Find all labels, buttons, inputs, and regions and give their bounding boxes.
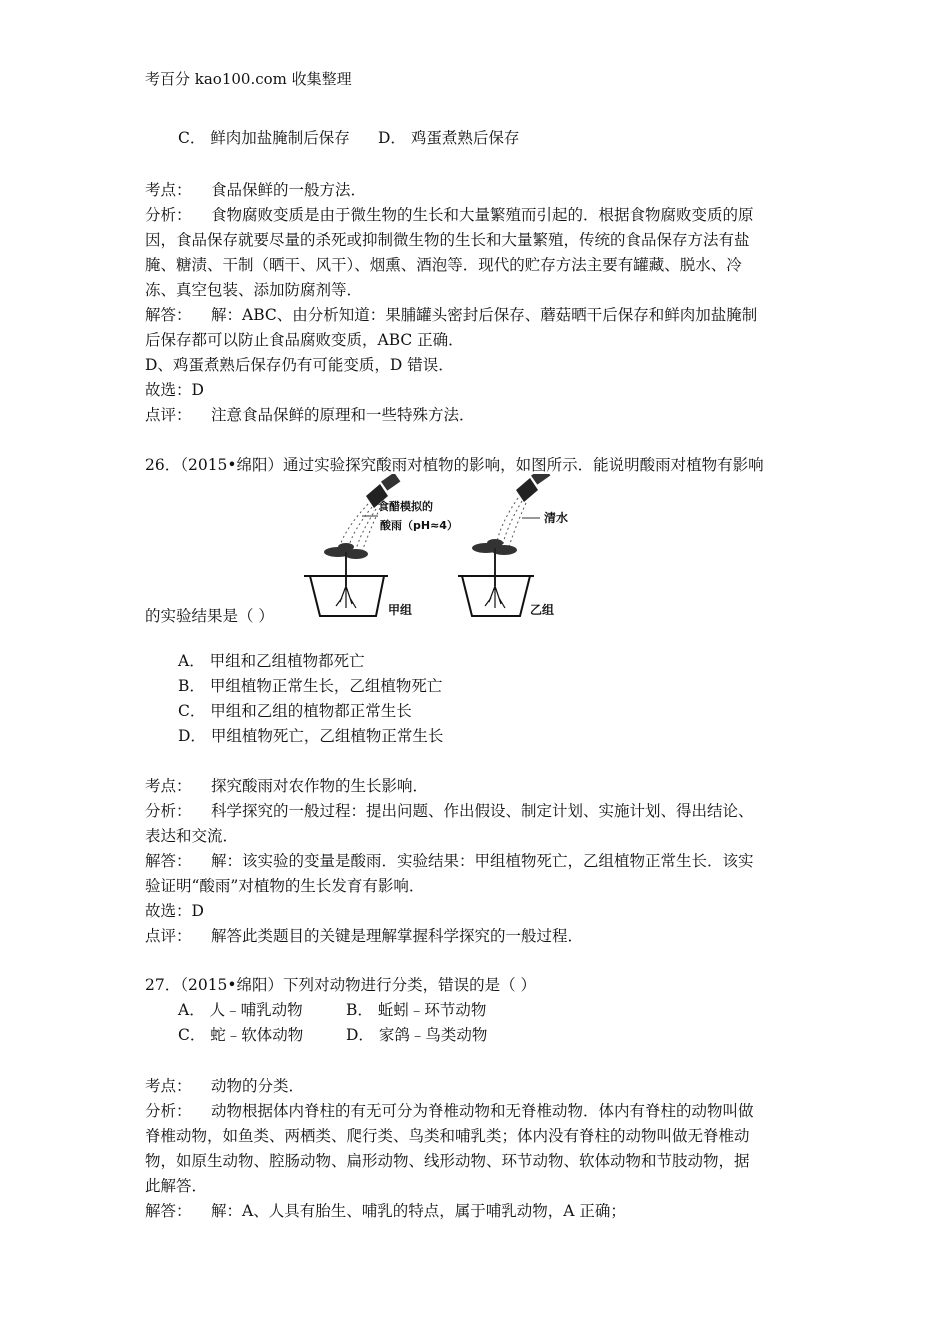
- q26-stem-line2: 的实验结果是（ ）: [145, 607, 274, 625]
- q26-option-b: B． 甲组植物正常生长，乙组植物死亡: [178, 677, 443, 695]
- kaodian-label: 考点：: [145, 777, 192, 795]
- q25-jieda-line3: D、鸡蛋煮熟后保存仍有可能变质，D 错误．: [145, 356, 454, 374]
- q26-experiment-figure: [300, 474, 580, 624]
- q27-options-cd: [178, 1025, 487, 1045]
- q25-fenxi-line3: 腌、糖渍、干制（晒干、风干）、烟熏、酒泡等．现代的贮存方法主要有罐藏、脱水、冷: [145, 256, 742, 274]
- label-acid-rain-1: 食醋模拟的: [378, 500, 433, 513]
- q25-fenxi-line2: 因，食品保存就要尽量的杀死或抑制微生物的生长和大量繁殖，传统的食品保存方法有盐: [145, 231, 750, 249]
- q25-guxuan: 故选：D: [145, 381, 204, 399]
- jieda-label: 解答：: [145, 852, 192, 870]
- plant-icon-jia: [324, 543, 368, 586]
- jieda-label: 解答：: [145, 1202, 192, 1220]
- label-jia-group: 甲组: [388, 603, 413, 617]
- q25-option-d: D． 鸡蛋煮熟后保存: [378, 129, 520, 147]
- q27-fenxi-line4: 此解答．: [145, 1177, 208, 1195]
- q26-guxuan: 故选：D: [145, 902, 204, 920]
- q26-fenxi-line2: 表达和交流．: [145, 827, 239, 845]
- kaodian-label: 考点：: [145, 181, 192, 199]
- q27-option-d: D． 家鸽﹣鸟类动物: [346, 1026, 488, 1044]
- q26-stem: 26．（2015•绵阳）通过实验探究酸雨对植物的影响，如图所示．能说明酸雨对植物有影响: [145, 456, 764, 474]
- q25-options-cd: [178, 128, 519, 148]
- q27-fenxi-line3: 物，如原生动物、腔肠动物、扁形动物、线形动物、环节动物、软体动物和节肢动物，据: [145, 1152, 750, 1170]
- q27-option-b: B． 蚯蚓﹣环节动物: [346, 1001, 487, 1019]
- q26-jieda: 解答： 解：该实验的变量是酸雨．实验结果：甲组植物死亡，乙组植物正常生长．该实: [145, 852, 754, 870]
- q26-option-d: D． 甲组植物死亡，乙组植物正常生长: [178, 727, 444, 745]
- q26-dianping: 点评： 解答此类题目的关键是理解掌握科学探究的一般过程．: [145, 927, 584, 945]
- fenxi-label: 分析：: [145, 1102, 192, 1120]
- q27-option-c: C． 蛇﹣软体动物: [178, 1026, 304, 1044]
- q27-stem: 27．（2015•绵阳）下列对动物进行分类，错误的是（ ）: [145, 976, 536, 994]
- q26-fenxi: 分析： 科学探究的一般过程：提出问题、作出假设、制定计划、实施计划、得出结论、: [145, 802, 754, 820]
- q27-kaodian: 考点： 动物的分类．: [145, 1077, 305, 1095]
- q26-kaodian: 考点： 探究酸雨对农作物的生长影响．: [145, 777, 429, 795]
- q27-option-a: A． 人﹣哺乳动物: [178, 1001, 303, 1019]
- dianping-label: 点评：: [145, 927, 192, 945]
- fenxi-label: 分析：: [145, 802, 192, 820]
- q26-option-c: C． 甲组和乙组的植物都正常生长: [178, 702, 412, 720]
- plant-icon-yi: [472, 539, 517, 586]
- label-water: 清水: [544, 511, 569, 525]
- page-header: 考百分 kao100.com 收集整理: [145, 70, 352, 88]
- q25-jieda: 解答： 解：ABC、由分析知道：果脯罐头密封后保存、蘑菇晒干后保存和鲜肉加盐腌制: [145, 306, 758, 324]
- dianping-label: 点评：: [145, 406, 192, 424]
- q25-kaodian: 考点： 食品保鲜的一般方法．: [145, 181, 367, 199]
- label-acid-rain-2: 酸雨（pH≈4）: [380, 519, 458, 532]
- q27-fenxi: 分析： 动物根据体内脊柱的有无可分为脊椎动物和无脊椎动物．体内有脊柱的动物叫做: [145, 1102, 754, 1120]
- q25-fenxi: 分析： 食物腐败变质是由于微生物的生长和大量繁殖而引起的．根据食物腐败变质的原: [145, 206, 754, 224]
- label-yi-group: 乙组: [530, 603, 555, 617]
- q25-fenxi-line4: 冻、真空包装、添加防腐剂等．: [145, 281, 363, 299]
- q26-jieda-line2: 验证明“酸雨”对植物的生长发育有影响．: [145, 877, 425, 895]
- q26-option-a: A． 甲组和乙组植物都死亡: [178, 652, 365, 670]
- kaodian-label: 考点：: [145, 1077, 192, 1095]
- q25-option-c: C． 鲜肉加盐腌制后保存: [178, 129, 350, 147]
- q27-fenxi-line2: 脊椎动物，如鱼类、两栖类、爬行类、鸟类和哺乳类；体内没有脊柱的动物叫做无脊椎动: [145, 1127, 750, 1145]
- q25-dianping: 点评： 注意食品保鲜的原理和一些特殊方法．: [145, 406, 475, 424]
- q27-jieda: 解答： 解：A、人具有胎生、哺乳的特点，属于哺乳动物，A 正确；: [145, 1202, 626, 1220]
- q27-options-ab: [178, 1000, 486, 1020]
- jieda-label: 解答：: [145, 306, 192, 324]
- fenxi-label: 分析：: [145, 206, 192, 224]
- watering-can-icon-water: [516, 474, 550, 502]
- q25-jieda-line2: 后保存都可以防止食品腐败变质，ABC 正确．: [145, 331, 464, 349]
